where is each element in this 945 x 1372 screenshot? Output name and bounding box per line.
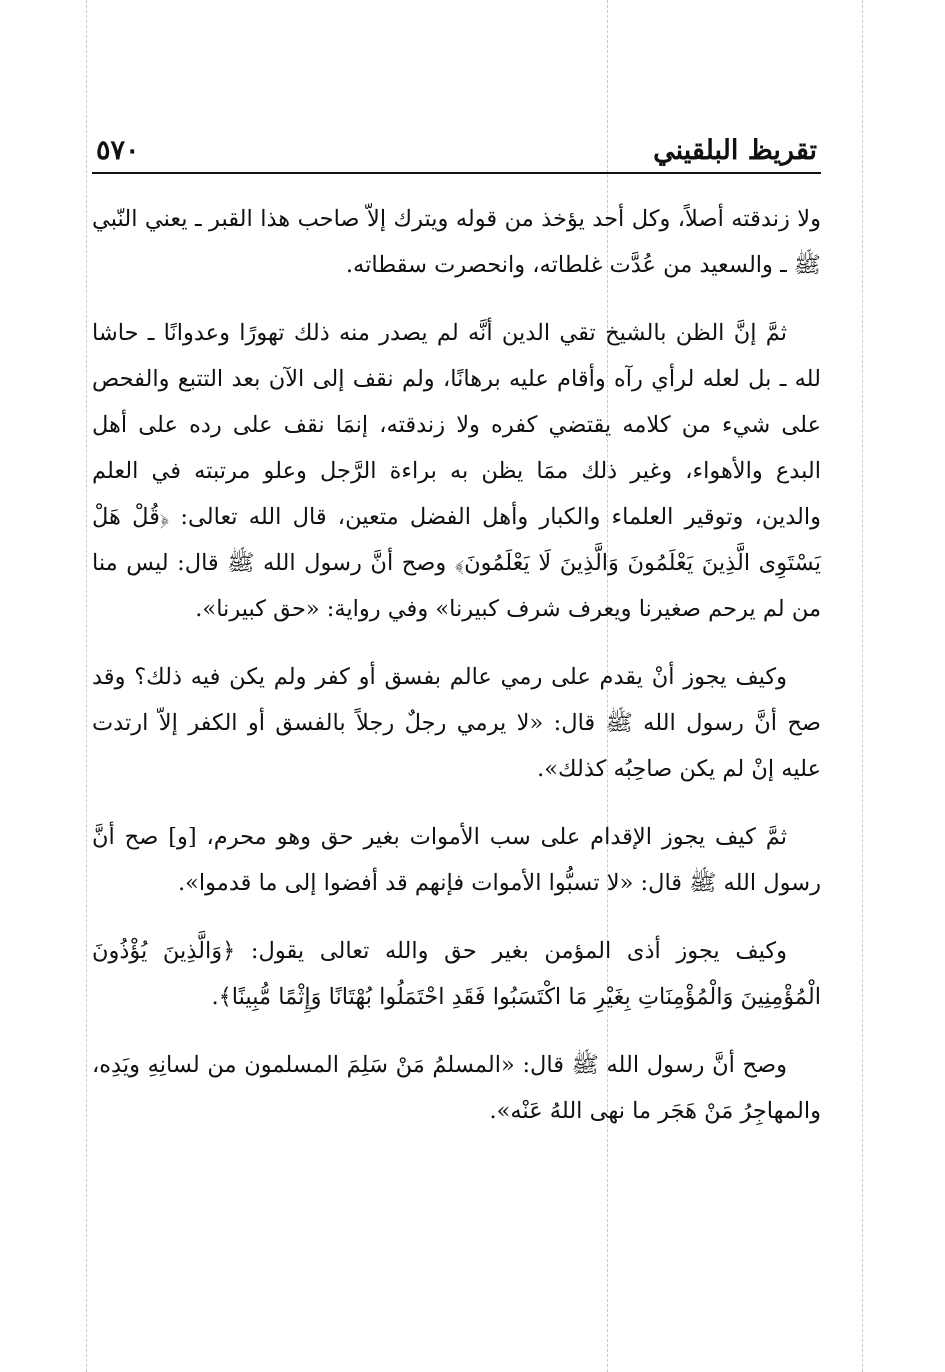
paragraph: وصح أنَّ رسول الله ﷺ قال: «المسلمُ مَنْ سَلِمَ المسلمون من لسانِهِ ويَدِه، والمهاجِرُ مَنْ هَجَر ما نهى اللهُ عَنْه». [92,1052,821,1124]
scan-fold-line-right [862,0,863,1372]
paragraph: ثمَّ إنَّ الظن بالشيخ تقي الدين أنَّه لم يصدر منه ذلك تهورًا وعدوانًا ـ حاشا لله ـ بل لعله لرأي رآه وأقام عليه برهانًا، ولم نقف إلى الآن بعد التتبع والفحص على شيء من كلامه يقتضي كفره ولا زندقته، إنمَا نقف على رده على أهل البدع والأهواء، وغير ذلك ممَا يظن به براءة الرَّجل وعلو مرتبته في العلم والدين، وتوقير العلماء والكبار وأهل الفضل متعين، قال الله تعالى: ﴿قُلْ هَلْ يَسْتَوِى الَّذِينَ يَعْلَمُونَ وَالَّذِينَ لَا يَعْلَمُونَ﴾ وصح أنَّ رسول الله ﷺ قال: ليس منا من لم يرحم صغيرنا ويعرف شرف كبيرنا» وفي رواية: «حق كبيرنا». [92,320,821,622]
body-text [92,196,821,1134]
paragraph: ثمَّ كيف يجوز الإقدام على سب الأموات بغير حق وهو محرم، [و] صح أنَّ رسول الله ﷺ قال: «لا تسبُّوا الأموات فإنهم قد أفضوا إلى ما قدموا». [92,824,821,896]
paragraph: ولا زندقته أصلاً، وكل أحد يؤخذ من قوله ويترك إلاّ صاحب هذا القبر ـ يعني النّبي ﷺ ـ والسعيد من عُدَّت غلطاته، وانحصرت سقطاته. [92,206,821,278]
scan-fold-line-left [86,0,87,1372]
paragraph: وكيف يجوز أنْ يقدم على رمي عالم بفسق أو كفر ولم يكن فيه ذلك؟ وقد صح أنَّ رسول الله ﷺ قال: «لا يرمي رجلٌ رجلاً بالفسق أو الكفر إلاّ ارتدت عليه إنْ لم يكن صاحِبُه كذلك». [92,664,821,782]
book-page [92,128,821,1156]
header-title: تقريظ البلقيني [653,135,817,166]
running-header [92,128,821,174]
page-number: ٥٧٠ [96,135,140,166]
paragraph: وكيف يجوز أذى المؤمن بغير حق والله تعالى يقول: ﴿وَالَّذِينَ يُؤْذُونَ الْمُؤْمِنِينَ وَالْمُؤْمِنَاتِ بِغَيْرِ مَا اكْتَسَبُوا فَقَدِ احْتَمَلُوا بُهْتَانًا وَإِثْمًا مُّبِينًا﴾. [92,938,821,1010]
